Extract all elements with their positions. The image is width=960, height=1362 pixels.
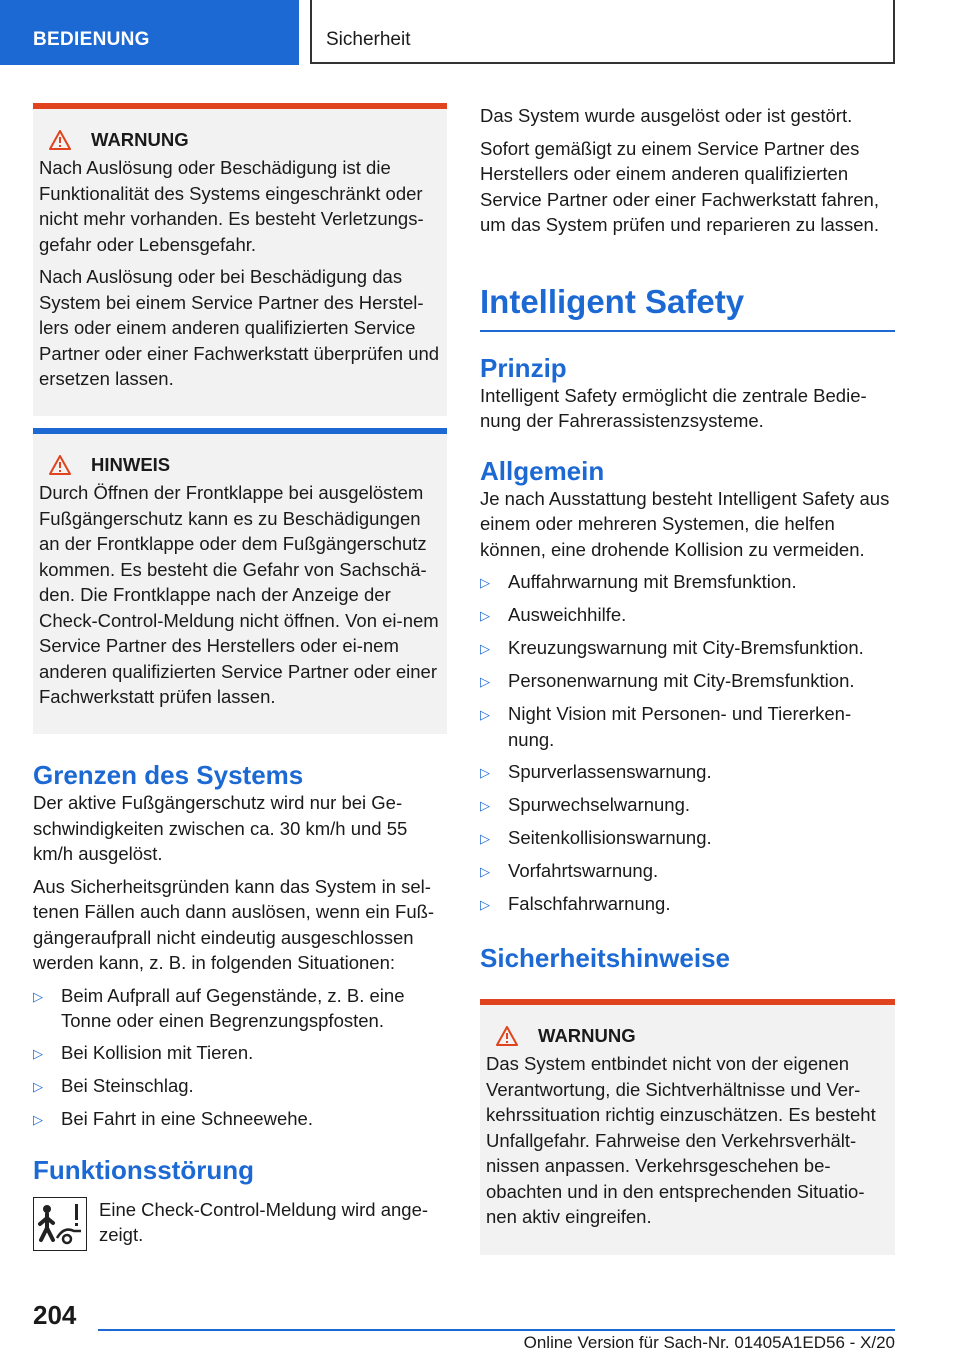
warning-box	[33, 103, 447, 416]
limits-text-2: Aus Sicherheitsgründen kann das System in sel-tenen Fällen auch dann auslösen, wenn ein Fuß-gängeraufprall nicht eindeutig ausgeschlossen werden kann, z. B. in folgenden Situationen:	[33, 875, 435, 973]
malfunction-heading: Funktionsstörung	[33, 1154, 254, 1185]
list-item	[480, 701, 895, 752]
list-item	[480, 602, 895, 629]
left-column	[33, 103, 447, 1251]
list-item	[480, 891, 895, 918]
triangle-bullet-icon: ▷	[480, 896, 490, 912]
warning-triangle-icon	[496, 1026, 518, 1046]
list-item-text: Auffahrwarnung mit Bremsfunktion.	[508, 571, 797, 592]
list-item	[480, 858, 895, 885]
warning-text-2: Nach Auslösung oder bei Beschädigung das System bei einem Service Partner des Herstel-lers oder einem anderen qualifizierten Service Partner oder einer Fachwerkstatt überprüfen und ersetzen lassen.	[39, 266, 440, 389]
list-item	[480, 825, 895, 852]
status-text: Das System wurde ausgelöst oder ist gestört.	[480, 105, 853, 126]
section-tab: BEDIENUNG	[0, 0, 299, 65]
list-item	[33, 1106, 447, 1133]
list-item-text: Personenwarnung mit City-Bremsfunktion.	[508, 670, 855, 691]
general-heading: Allgemein	[480, 455, 605, 486]
triangle-bullet-icon: ▷	[480, 830, 490, 846]
principle-text: Intelligent Safety ermöglicht die zentrale Bedie-nung der Fahrerassistenzsysteme.	[480, 384, 867, 431]
footer-divider	[98, 1329, 895, 1331]
limits-list	[33, 983, 447, 1133]
list-item-text: Seitenkollisionswarnung.	[508, 826, 712, 848]
triangle-bullet-icon: ▷	[480, 674, 490, 689]
page-number: 204	[33, 1300, 77, 1330]
triangle-bullet-icon: ▷	[33, 988, 43, 1004]
triangle-bullet-icon: ▷	[33, 1046, 43, 1061]
list-item-text: Beim Aufprall auf Gegenstände, z. B. eine Tonne oder einen Begrenzungspfosten.	[61, 984, 405, 1031]
triangle-bullet-icon: ▷	[480, 641, 490, 656]
service-text: Sofort gemäßigt zu einem Service Partner des Herstellers oder einem anderen qualifizierten Service Partner oder einer Fachwerkstatt fahren, um das System prüfen und reparieren zu lassen.	[480, 137, 879, 235]
list-item-text: Ausweichhilfe.	[508, 604, 627, 625]
notice-header	[39, 454, 441, 476]
triangle-bullet-icon: ▷	[480, 764, 490, 780]
warning-triangle-icon	[49, 130, 71, 150]
list-item-text: Bei Fahrt in eine Schneewehe.	[61, 1108, 313, 1129]
footer-text: Online Version für Sach-Nr. 01405A1ED56 - X/20	[523, 1333, 895, 1352]
limits-heading: Grenzen des Systems	[33, 760, 304, 790]
list-item-text: Spurwechselwarnung.	[508, 793, 691, 815]
list-item	[480, 668, 895, 695]
list-item-text: Bei Kollision mit Tieren.	[61, 1042, 254, 1063]
warning-label: WARNUNG	[538, 1025, 636, 1046]
limits-text-1: Der aktive Fußgängerschutz wird nur bei Ge-schwindigkeiten zwischen ca. 30 km/h und 55 km/h ausgelöst.	[33, 792, 408, 864]
list-item-text: Spurverlassenswarnung.	[508, 760, 712, 782]
list-item-text: Bei Steinschlag.	[61, 1075, 194, 1096]
list-item-text: Night Vision mit Personen- und Tiererken-nung.	[508, 703, 852, 750]
warning-header	[39, 129, 441, 151]
triangle-bullet-icon: ▷	[480, 863, 490, 879]
list-item	[480, 635, 895, 662]
triangle-bullet-icon: ▷	[33, 1079, 43, 1094]
warning-text: Das System entbindet nicht von der eigenen Verantwortung, die Sichtverhältnisse und Ver-kehrssituation richtig einzuschätzen. Es besteht Unfallgefahr. Fahrweise den Verkehrsverhält-nissen anpassen. Verkehrsgeschehen be-obachten und in den entsprechenden Situatio-nen aktiv eingreifen.	[486, 1053, 876, 1227]
list-item	[480, 759, 895, 786]
list-item	[480, 569, 895, 596]
right-column	[480, 103, 895, 1255]
principle-heading: Prinzip	[480, 352, 567, 383]
notice-text: Durch Öffnen der Frontklappe bei ausgelöstem Fußgängerschutz kann es zu Beschädigungen an der Frontklappe oder dem Fußgängerschutz kommen. Es besteht die Gefahr von Sachschä-den. Die Frontklappe nach der Anzeige der Check-Control-Meldung nicht öffnen. Von ei-nem Service Partner des Herstellers oder ei-nem anderen qualifizierten Service Partner oder einer Fachwerkstatt prüfen lassen.	[39, 482, 439, 707]
list-item	[480, 792, 895, 819]
general-text: Je nach Ausstattung besteht Intelligent Safety aus einem oder mehreren Systemen, die helfen können, eine drohende Kollision zu vermeiden.	[480, 487, 890, 560]
list-item	[33, 1073, 447, 1100]
warning-box	[480, 999, 895, 1255]
chapter-title: Sicherheit	[310, 0, 895, 64]
malfunction-text: Eine Check-Control-Meldung wird ange-zeigt.	[99, 1198, 429, 1245]
list-item	[33, 983, 447, 1034]
notice-label: HINWEIS	[91, 454, 171, 475]
pedestrian-protection-icon	[33, 1197, 87, 1251]
warning-label: WARNUNG	[91, 129, 189, 150]
triangle-bullet-icon: ▷	[480, 608, 490, 623]
triangle-bullet-icon: ▷	[480, 575, 490, 590]
warning-triangle-icon	[49, 455, 71, 475]
triangle-bullet-icon: ▷	[33, 1112, 43, 1127]
warning-text-1: Nach Auslösung oder Beschädigung ist die Funktionalität des Systems eingeschränkt oder nicht mehr vorhanden. Es besteht Verletzungs-gefahr oder Lebensgefahr.	[39, 157, 424, 255]
main-heading: Intelligent Safety	[480, 282, 895, 332]
list-item	[33, 1040, 447, 1067]
check-control-row	[33, 1197, 447, 1251]
triangle-bullet-icon: ▷	[480, 707, 490, 722]
systems-list	[480, 569, 895, 917]
safety-heading: Sicherheitshinweise	[480, 943, 730, 973]
triangle-bullet-icon: ▷	[480, 797, 490, 813]
list-item-text: Vorfahrtswarnung.	[508, 859, 659, 881]
list-item-text: Kreuzungswarnung mit City-Bremsfunktion.	[508, 637, 864, 658]
warning-header	[486, 1025, 889, 1047]
notice-box	[33, 428, 447, 734]
list-item-text: Falschfahrwarnung.	[508, 892, 671, 914]
